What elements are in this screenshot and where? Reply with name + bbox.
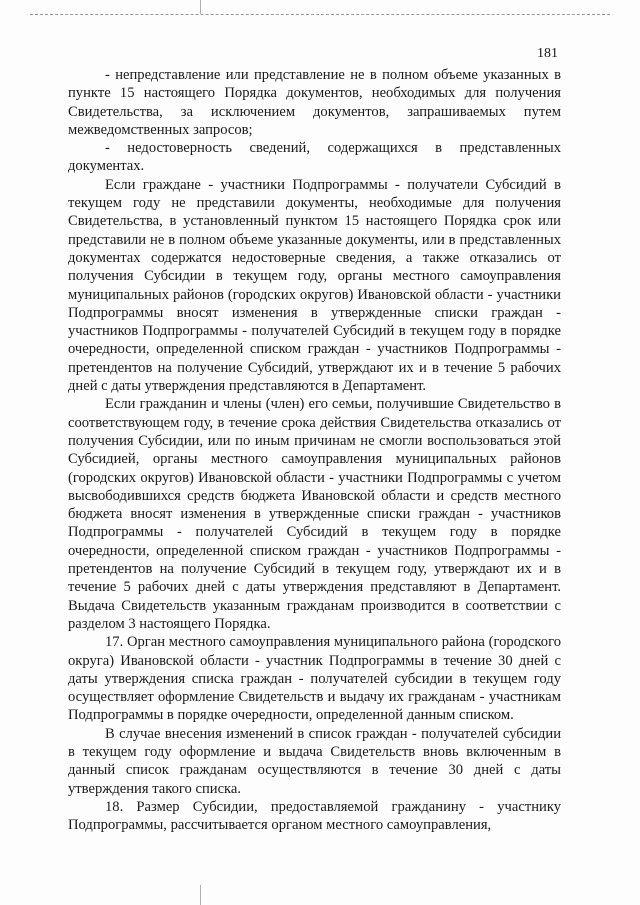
- paragraph-4: Если гражданин и члены (член) его семьи, получившие Свидетельство в соответствующем году, в течение срока действия Свидетельства отказались от получения Субсидии, или по иным причинам не смогли воспользоваться этой Субсидией, органы местного самоуправления муниципальных районов (городских округов) Ивановской области - участники Подпрограммы с учетом высвободившихся средств бюджета Ивановской области и средств местного бюджета вносят изменения в утвержденные списки граждан - участников Подпрограммы - получателей Субсидий в текущем году в порядке очередности, определенной списком граждан - участников Подпрограммы - претендентов на получение Субсидий в текущем году, утверждают их и в течение 5 рабочих дней с даты утверждения представляют в Департамент. Выдача Свидетельств указанным гражданам производится в соответствии с разделом 3 настоящего Порядка.: [68, 396, 561, 632]
- paragraph-17-amendment: В случае внесения изменений в список граждан - получателей субсидии в текущем году оформление и выдача Свидетельств вновь включенным в данный список гражданам осуществляются в течение 30 дней с даты утверждения такого списка.: [68, 725, 561, 797]
- paragraph-1: - непредставление или представление не в полном объеме указанных в пункте 15 настоящего Порядка документов, необходимых для получения Свидетельства, за исключением документов, запрашиваемых путем межведомственных запросов;: [68, 67, 561, 138]
- scan-bottom-mark: [200, 885, 201, 905]
- paragraph-17: 17. Орган местного самоуправления муниципального района (городского округа) Ивановской области - участник Подпрограммы в течение 30 дней с даты утверждения списка граждан - получателей субсидии в текущем году осуществляет оформление Свидетельств и выдачу их гражданам - участникам Подпрограммы в порядке очередности, определенной данным списком.: [68, 634, 561, 724]
- scan-top-mark: [200, 0, 201, 14]
- paragraph-18: 18. Размер Субсидии, предоставляемой гражданину - участнику Подпрограммы, рассчитывается органом местного самоуправления,: [68, 798, 561, 834]
- page-number: 181: [537, 46, 558, 61]
- paragraph-2: - недостоверность сведений, содержащихся в представленных документах.: [68, 140, 561, 175]
- scan-top-edge: [30, 14, 610, 16]
- paragraph-3: Если граждане - участники Подпрограммы - получатели Субсидий в текущем году не представили документы, необходимые для получения Свидетельства, в установленный пунктом 15 настоящего Порядка срок или представили не в полном объеме указанные документы, или в представленных документах содержатся недостоверные сведения, а также отказались от получения Субсидии в текущем году, органы местного самоуправления муниципальных районов (городских округов) Ивановской области - участники Подпрограммы вносят изменения в утвержденные списки граждан - участников Подпрограммы - получателей Субсидий в текущем году в порядке очередности, определенной списком граждан - участников Подпрограммы - претендентов на получение Субсидий, утверждают их и в течение 5 рабочих дней с даты утверждения представляются в Департамент.: [68, 176, 561, 395]
- document-body: [68, 66, 561, 834]
